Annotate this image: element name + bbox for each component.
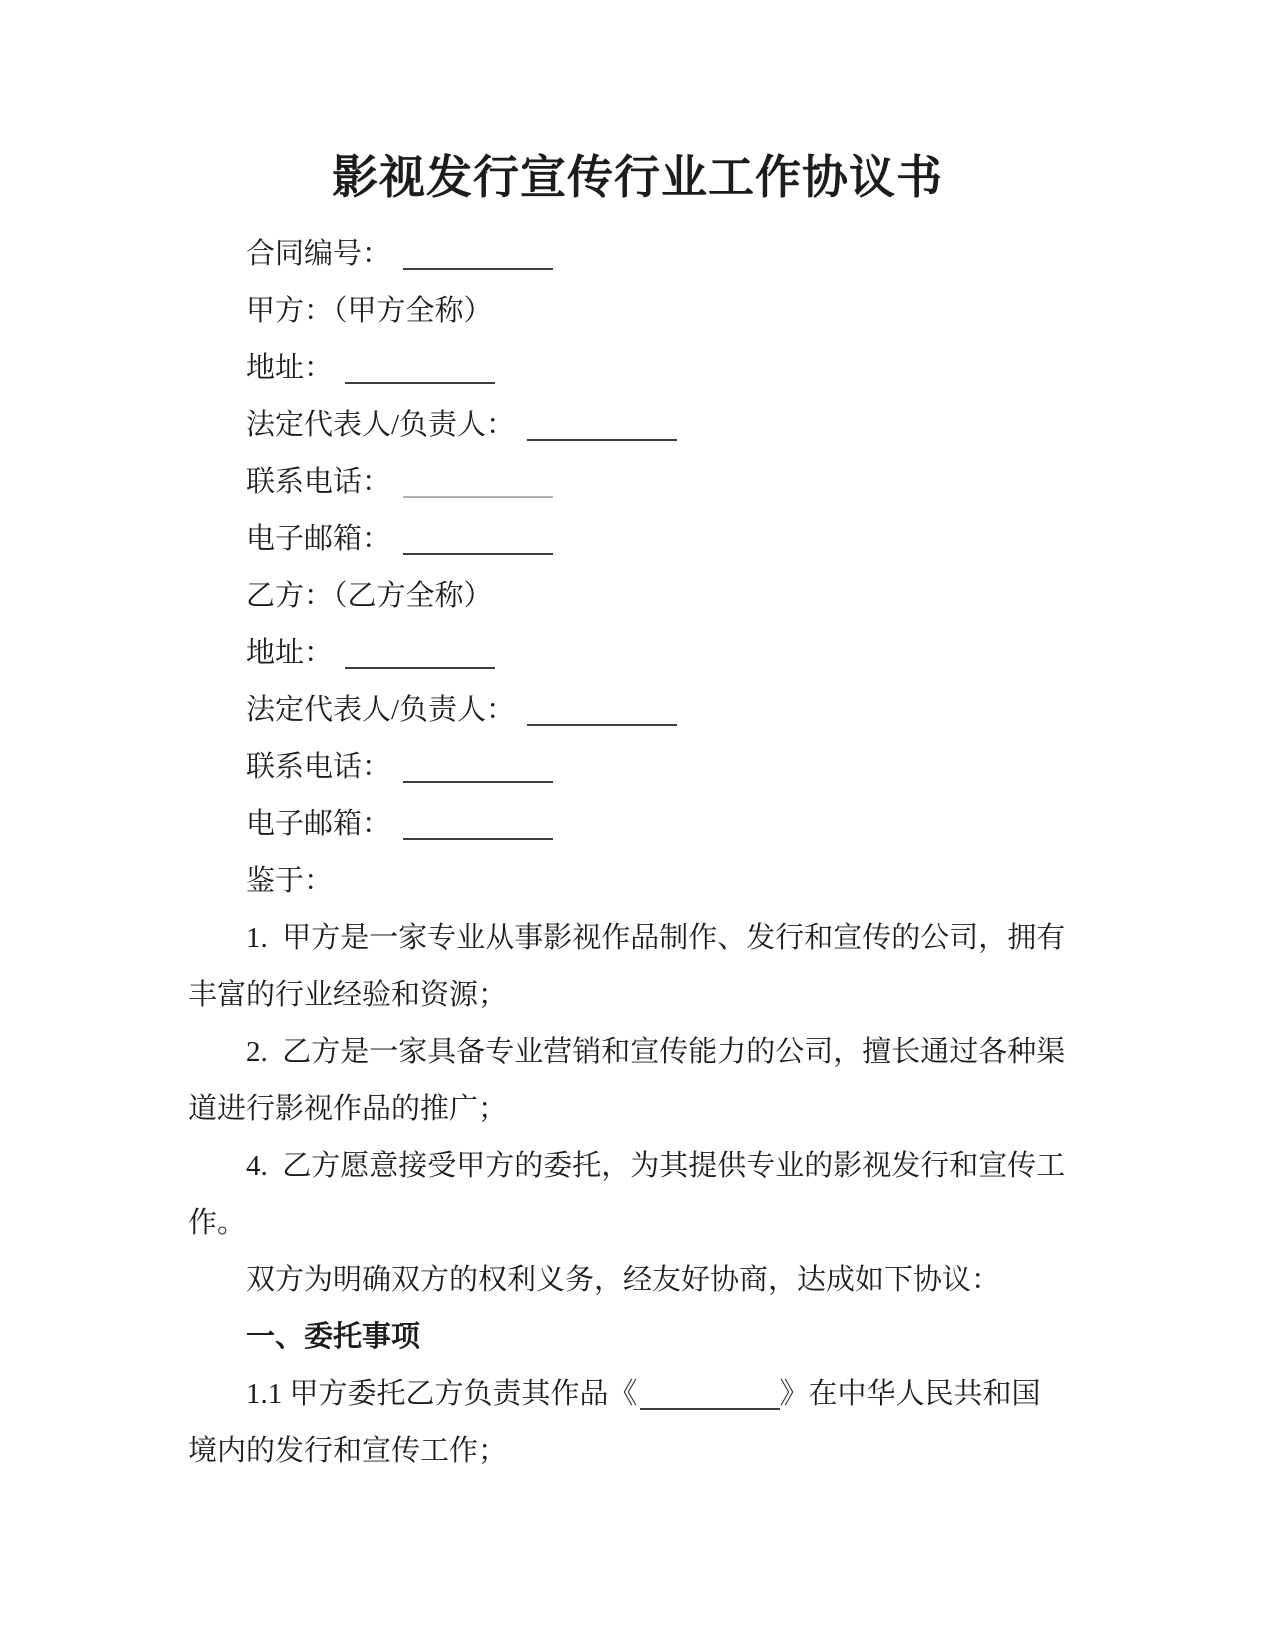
doc-text: 地址： [246, 637, 334, 669]
doc-line [188, 853, 1115, 910]
doc-line [188, 511, 1115, 568]
blank-underline [403, 751, 553, 783]
doc-line [188, 1138, 1115, 1195]
doc-text: 4. 乙方愿意接受甲方的委托，为其提供专业的影视发行和宣传工 [246, 1150, 1066, 1182]
doc-line [188, 568, 1115, 625]
doc-text: 法定代表人/负责人： [246, 409, 516, 441]
blank-underline [527, 409, 677, 441]
doc-text: 合同编号： [246, 238, 392, 270]
blank-underline [345, 637, 495, 669]
doc-text: 作。 [188, 1207, 247, 1239]
doc-line [188, 625, 1115, 682]
blank-underline [403, 466, 553, 498]
doc-text: 2. 乙方是一家具备专业营销和宣传能力的公司，擅长通过各种渠 [246, 1036, 1066, 1068]
doc-text: 电子邮箱： [246, 808, 392, 840]
blank-underline [403, 808, 553, 840]
doc-text: 联系电话： [246, 751, 392, 783]
doc-line [188, 739, 1115, 796]
doc-text: 1.1 甲方委托乙方负责其作品《 [246, 1378, 638, 1410]
doc-line [188, 967, 1115, 1024]
doc-text: 双方为明确双方的权利义务，经友好协商，达成如下协议： [246, 1264, 1001, 1296]
doc-text: 联系电话： [246, 466, 392, 498]
doc-text: 乙方：（乙方全称） [246, 580, 493, 612]
doc-text: 地址： [246, 352, 334, 384]
doc-line [188, 1366, 1115, 1423]
doc-line [188, 340, 1115, 397]
doc-text: 》在中华人民共和国 [779, 1378, 1041, 1410]
doc-line [188, 1252, 1115, 1309]
doc-line [188, 796, 1115, 853]
doc-line [188, 682, 1115, 739]
doc-line [188, 1423, 1115, 1480]
doc-line [188, 1024, 1115, 1081]
document-title: 影视发行宣传行业工作协议书 [332, 152, 943, 203]
blank-underline [640, 1378, 780, 1410]
doc-line [188, 454, 1115, 511]
doc-text: 境内的发行和宣传工作； [188, 1435, 508, 1467]
doc-line [188, 283, 1115, 340]
doc-text: 法定代表人/负责人： [246, 694, 516, 726]
document-body [0, 226, 1275, 1480]
doc-line [188, 910, 1115, 967]
blank-underline [345, 352, 495, 384]
doc-line [188, 397, 1115, 454]
doc-line [188, 1309, 1115, 1366]
doc-line [188, 1195, 1115, 1252]
doc-line [188, 226, 1115, 283]
doc-text: 甲方：（甲方全称） [246, 295, 493, 327]
blank-underline [527, 694, 677, 726]
doc-text: 电子邮箱： [246, 523, 392, 555]
doc-text: 鉴于： [246, 865, 334, 897]
blank-underline [403, 523, 553, 555]
doc-text: 1. 甲方是一家专业从事影视作品制作、发行和宣传的公司，拥有 [246, 922, 1066, 954]
doc-text: 丰富的行业经验和资源； [188, 979, 508, 1011]
doc-text: 道进行影视作品的推广； [188, 1093, 508, 1125]
doc-line [188, 1081, 1115, 1138]
blank-underline [403, 238, 553, 270]
doc-text: 一、委托事项 [246, 1321, 421, 1353]
